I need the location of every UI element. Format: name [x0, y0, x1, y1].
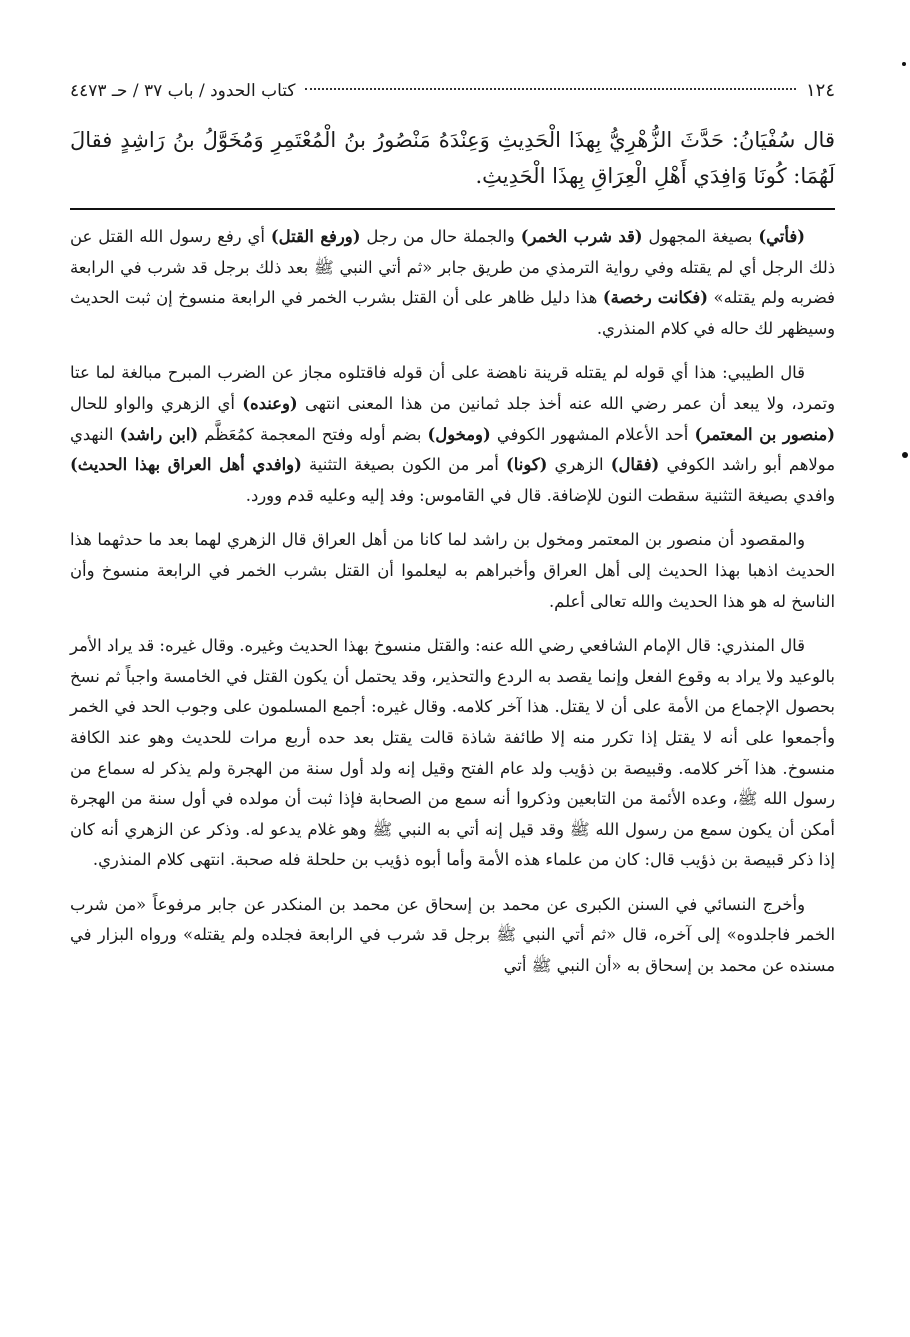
term-kuna: (كونا) — [506, 455, 548, 475]
page-header — [70, 80, 835, 108]
term-qad-shariba: (قد شرب الخمر) — [520, 227, 643, 246]
term-wa-indahu: (وعنده) — [242, 393, 298, 413]
term-fatiya: (فأتي) — [758, 227, 805, 246]
term-fa-qala: (فقال) — [610, 455, 660, 475]
commentary-paragraph-5: وأخرج النسائي في السنن الكبرى عن محمد بن إسحاق عن محمد بن المنكدر عن جابر مرفوعاً «من شرب الخمر فاجلدوه» إلى آخره، قال «ثم أتي النبي ﷺ برجل قد شرب في الرابعة فجلده ولم يقتله» ورواه البزار في مسنده عن محمد بن إسحاق به «أن النبي ﷺ أتي — [70, 894, 835, 976]
margin-dot-top — [902, 62, 906, 66]
page-number: ١٢٤ — [805, 80, 835, 101]
term-wa-rufia: (ورفع القتل) — [270, 227, 361, 246]
term-mukhawwal: (ومخول) — [427, 424, 491, 444]
term-mansur: (منصور بن المعتمر) — [694, 424, 835, 444]
margin-dot-middle — [902, 452, 908, 458]
commentary-paragraph-1: (فأتي) بصيغة المجهول (قد شرب الخمر) والجملة حال من رجل (ورفع القتل) أي رفع رسول الله القتل عن ذلك الرجل أي لم يقتله وفي رواية الترمذي من طريق جابر «ثم أتي النبي ﷺ بعد ذلك برجل قد شرب في الرابعة فضربه ولم يقتله» (فكانت رخصة) هذا دليل ظاهر على أن القتل بشرب الخمر في الرابعة منسوخ إن ثبت الحديث وسيظهر لك حاله في كلام المنذري. — [70, 227, 835, 338]
commentary-paragraph-3: والمقصود أن منصور بن المعتمر ومخول بن راشد لما كانا من أهل العراق قال الزهري لهما بعد ما حدثهما هذا الحديث اذهبا بهذا الحديث إلى أهل العراق وأخبراهم به ليعلموا أن القتل بشرب الخمر في الرابعة منسوخ وأن الناسخ له هو هذا الحديث والله تعالى أعلم. — [70, 530, 835, 611]
term-wafiday: (وافدي أهل العراق بهذا الحديث) — [70, 455, 302, 475]
term-ibn-rashid: (ابن راشد) — [119, 424, 199, 444]
page — [70, 80, 835, 996]
commentary-paragraph-2: قال الطيبي: هذا أي قوله لم يقتله قرينة ناهضة على أن قوله فاقتلوه مجاز عن الضرب المبرح مبالغة لما عتا وتمرد، ولا يبعد أن عمر رضي الله عنه أخذ جلد ثمانين من هذا المعنى انتهى (وعنده) أي الزهري والواو للحال (منصور بن المعتمر) أحد الأعلام المشهور الكوفي (ومخول) بضم أوله وفتح المعجمة كمُعَظَّم (ابن راشد) النهدي مولاهم أبو راشد الكوفي (فقال) الزهري (كونا) أمر من الكون بصيغة التثنية (وافدي أهل العراق بهذا الحديث) وافدي بصيغة التثنية سقطت النون للإضافة. قال في القاموس: وفد إليه وعليه قدم وورد. — [70, 363, 835, 505]
commentary — [70, 222, 835, 982]
hadith-text: قال سُفْيَانُ: حَدَّثَ الزُّهْرِيُّ بِهذَا الْحَدِيثِ وَعِنْدَهُ مَنْصُورُ بنُ الْمُعْتَمِرِ وَمُخَوَّلُ بنُ رَاشِدٍ فقالَ لَهُمَا: كُونَا وَافِدَي أَهْلِ الْعِرَاقِ بِهذَا الْحَدِيثِ. — [70, 128, 835, 188]
separator-rule — [70, 208, 835, 210]
header-dot-leader — [305, 88, 796, 90]
term-rukhsa: (فكانت رخصة) — [602, 288, 708, 308]
running-title: كتاب الحدود / باب ٣٧ / حـ ٤٤٧٣ — [70, 81, 296, 101]
commentary-paragraph-4: قال المنذري: قال الإمام الشافعي رضي الله عنه: والقتل منسوخ بهذا الحديث وغيره. وقال غيره: قد يراد الأمر بالوعيد ولا يراد به وقوع الفعل وإنما يقصد به الردع والتحذير، وقد يحتمل أن يكون القتل في الخامسة واجباً ثم نسخ بحصول الإجماع من الأمة على أن لا يقتل. هذا آخر كلامه. وقال غيره: أجمع المسلمون على وجوب الحد في الخمر وأجمعوا على أنه لا يقتل إذا تكرر منه إلا طائفة شاذة قالت يقتل بعد حده أربع مرات للحديث وهو عند الكافة منسوخ. هذا آخر كلامه. وقبيصة بن ذؤيب ولد عام الفتح وقيل إنه ولد أول سنة من الهجرة ولم يذكر له سماع من رسول الله ﷺ، وعده الأئمة من التابعين وذكروا أنه سمع من الصحابة فإذا ثبت أن مولده في أول سنة من الهجرة أمكن أن يكون سمع من رسول الله ﷺ وقد قيل إنه أتي به النبي ﷺ وهو غلام يدعو له. وذكر عن الزهري أنه كان إذا ذكر قبيصة بن ذؤيب قال: كان من علماء هذه الأمة وأما أبوه ذؤيب بن حلحلة فله صحبة. انتهى كلام المنذري. — [70, 636, 835, 870]
